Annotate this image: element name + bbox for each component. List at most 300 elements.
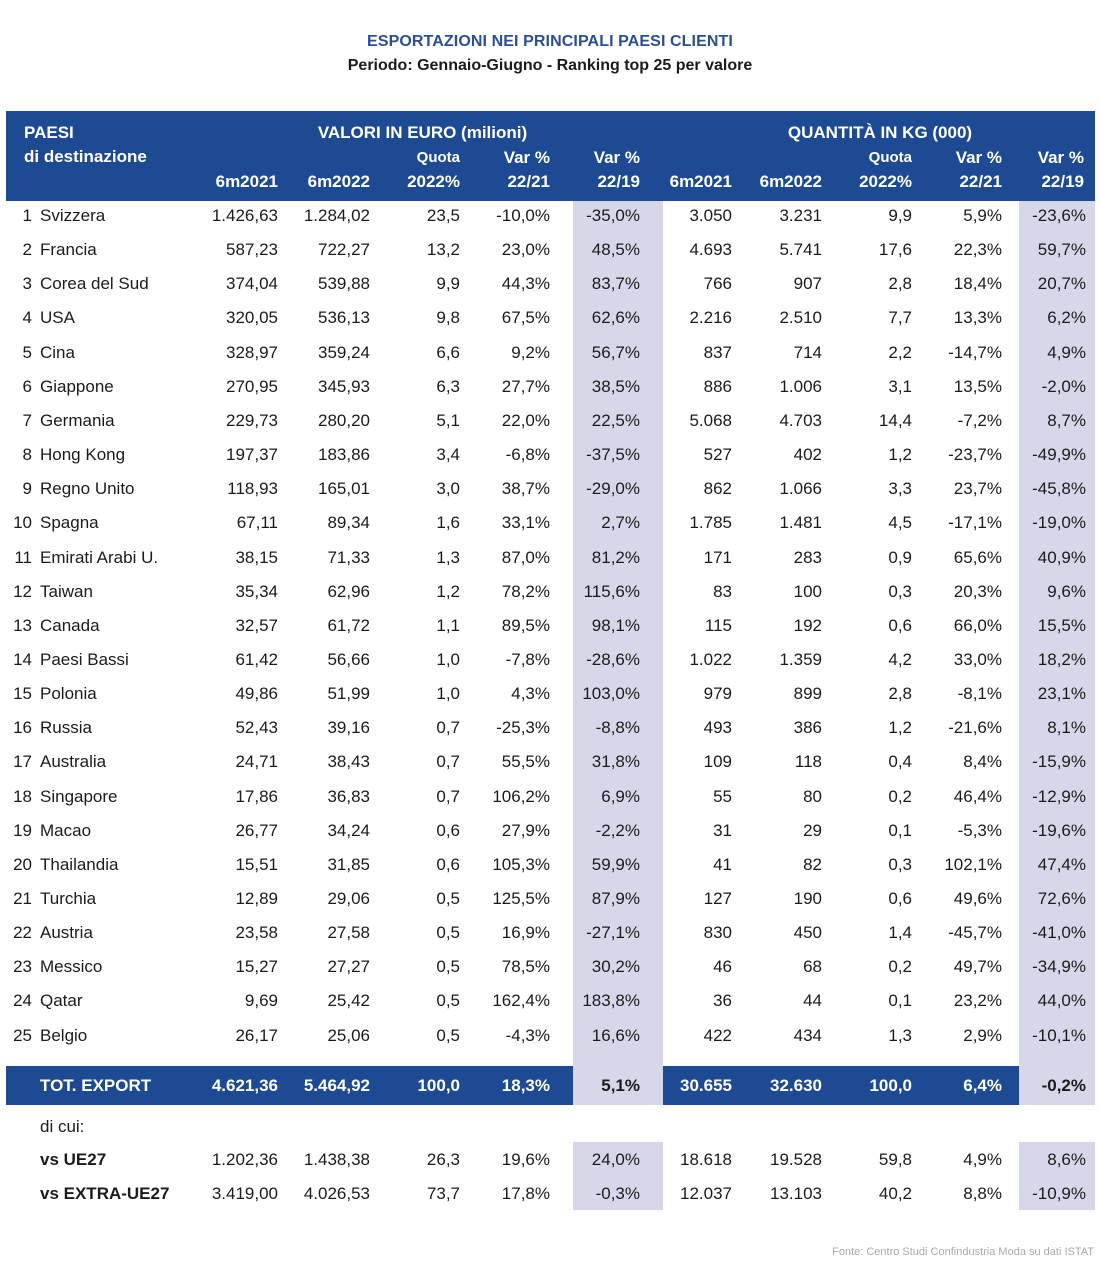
cell-q-quota: 0,1 [888,991,912,1011]
cell-v-quota: 26,3 [426,1150,460,1169]
cell-q-6m2021: 12.037 [680,1184,732,1203]
cell-q-6m2021: 18.618 [680,1150,732,1169]
cell-v-quota: 1,3 [436,547,460,567]
cell-q-var2219: -41,0% [1032,923,1086,943]
cell-q-var2219: -10,9% [1032,1184,1086,1203]
cell-q-var2219: 47,4% [1037,854,1086,874]
cell-v-var2221: 16,9% [501,923,550,943]
cell-q-6m2022: 899 [793,684,822,704]
cell-v-6m2022: 4.026,53 [303,1184,370,1203]
cell-q-quota: 0,3 [888,854,912,874]
cell-rank: 5 [22,342,32,362]
cell-q-var2219: 9,6% [1047,581,1086,601]
cell-q-6m2022: 68 [803,957,822,977]
cell-q-6m2022: 29 [803,820,822,840]
cell-v-var2221: 67,5% [501,308,550,328]
cell-q-var2221: 8,8% [963,1184,1002,1203]
cell-v-var2219: 22,5% [591,410,640,430]
cell-q-var2221: 46,4% [953,786,1002,806]
table-row [0,950,1100,984]
cell-country: TOT. EXPORT [40,1076,152,1095]
cell-rank: 21 [13,889,32,908]
cell-v-6m2022: 165,01 [318,479,370,499]
cell-v-quota: 13,2 [426,240,460,260]
cell-rank: 6 [22,376,32,396]
cell-v-var2219: 48,5% [591,240,640,260]
cell-q-6m2022: 19.528 [770,1150,822,1169]
cell-q-var2219: -0,2% [1041,1076,1086,1095]
total-row-cells [0,1069,1100,1103]
cell-v-var2221: 27,7% [501,376,550,396]
cell-v-var2219: -35,0% [586,206,640,225]
cell-rank: 16 [13,718,32,738]
cell-q-var2219: -15,9% [1032,752,1086,772]
cell-q-6m2021: 46 [713,957,732,977]
cell-q-6m2021: 3.050 [689,206,732,225]
table-row [0,301,1100,335]
cell-v-6m2021: 320,05 [226,308,278,328]
cell-q-var2221: -23,7% [948,445,1002,465]
cell-q-quota: 3,3 [888,479,912,499]
cell-v-6m2021: 587,23 [226,240,278,260]
cell-q-6m2021: 4.693 [689,240,732,260]
cell-v-6m2021: 229,73 [226,410,278,430]
cell-v-6m2022: 25,06 [327,1025,370,1045]
cell-rank: 8 [22,445,32,465]
cell-rank: 15 [13,684,32,704]
cell-q-var2221: 4,9% [963,1150,1002,1169]
cell-q-var2219: 15,5% [1037,615,1086,635]
header-v-6m2022: 6m2022 [307,172,370,191]
cell-q-var2221: -8,1% [957,684,1002,704]
cell-q-quota: 40,2 [878,1184,912,1203]
dicui-label: di cui: [40,1117,85,1136]
cell-q-6m2021: 886 [703,376,732,396]
cell-v-6m2021: 1.426,63 [211,206,278,225]
cell-q-var2219: -23,6% [1032,206,1086,225]
cell-country: Emirati Arabi U. [40,547,159,567]
cell-q-6m2021: 422 [703,1025,732,1045]
cell-country: Australia [40,752,107,772]
cell-q-quota: 0,1 [888,820,912,840]
cell-q-var2221: 8,4% [963,752,1002,772]
header-q-6m2022: 6m2022 [759,172,822,191]
cell-v-var2219: 83,7% [591,274,640,294]
cell-v-6m2022: 536,13 [318,308,370,328]
cell-v-var2221: 22,0% [501,410,550,430]
cell-v-var2219: 6,9% [601,786,640,806]
cell-v-6m2021: 9,69 [244,991,278,1011]
cell-q-6m2021: 109 [703,752,732,772]
cell-v-6m2022: 5.464,92 [303,1076,370,1095]
cell-country: Belgio [40,1025,88,1045]
cell-q-6m2021: 837 [703,342,732,362]
cell-v-6m2022: 1.438,38 [303,1150,370,1169]
cell-v-quota: 0,6 [436,854,460,874]
cell-q-var2221: 13,5% [953,376,1002,396]
cell-q-6m2022: 1.359 [779,649,822,669]
cell-v-6m2022: 62,96 [327,581,370,601]
table-row [0,575,1100,609]
cell-q-quota: 0,3 [888,581,912,601]
cell-v-6m2022: 25,42 [327,991,370,1011]
header-v-var2221-bottom: 22/21 [507,172,550,191]
cell-v-quota: 0,5 [436,957,460,977]
cell-q-var2219: -34,9% [1032,957,1086,977]
cell-v-6m2022: 345,93 [318,376,370,396]
cell-v-var2219: 183,8% [582,991,640,1011]
cell-v-var2219: -8,8% [595,718,640,738]
cell-q-6m2022: 450 [793,923,822,943]
cell-q-6m2022: 714 [793,342,822,362]
cell-v-6m2022: 359,24 [318,342,370,362]
page-subtitle: Periodo: Gennaio-Giugno - Ranking top 25 per valore [347,57,753,74]
cell-v-6m2022: 280,20 [318,410,370,430]
page-title: ESPORTAZIONI NEI PRINCIPALI PAESI CLIENTI [367,33,733,50]
cell-v-var2221: 78,5% [501,957,550,977]
cell-v-6m2021: 15,51 [235,854,278,874]
header-v-var2219-top: Var % [593,148,640,167]
cell-v-var2219: 24,0% [591,1150,640,1169]
cell-v-quota: 0,5 [436,1025,460,1045]
table-row [0,541,1100,575]
cell-v-quota: 0,5 [436,889,460,908]
cell-q-quota: 0,6 [888,615,912,635]
cell-v-var2221: 55,5% [501,752,550,772]
cell-q-var2221: 22,3% [953,240,1002,260]
cell-rank: 1 [22,206,32,225]
header-destinazione: di destinazione [24,147,147,166]
cell-v-var2221: 33,1% [501,513,550,533]
header-q-var2219-top: Var % [1037,148,1084,167]
cell-q-6m2022: 32.630 [770,1076,822,1095]
cell-v-quota: 3,4 [436,445,460,465]
cell-v-6m2021: 26,77 [235,820,278,840]
cell-v-quota: 0,6 [436,820,460,840]
cell-q-quota: 7,7 [888,308,912,328]
cell-v-6m2022: 539,88 [318,274,370,294]
cell-v-quota: 23,5 [426,206,460,225]
cell-v-var2219: -29,0% [586,479,640,499]
cell-v-6m2022: 31,85 [327,854,370,874]
cell-country: Austria [40,923,93,943]
cell-q-var2219: 59,7% [1037,240,1086,260]
cell-v-var2221: 125,5% [492,889,550,908]
cell-q-quota: 0,9 [888,547,912,567]
table-row [0,472,1100,506]
cell-rank: 24 [13,991,32,1011]
cell-v-var2219: 103,0% [582,684,640,704]
cell-v-var2219: -37,5% [586,445,640,465]
cell-q-var2221: 65,6% [953,547,1002,567]
cell-v-6m2021: 4.621,36 [211,1076,278,1095]
cell-q-6m2021: 30.655 [680,1076,732,1095]
cell-q-6m2021: 31 [713,820,732,840]
cell-rank: 18 [13,786,32,806]
cell-v-6m2021: 374,04 [226,274,278,294]
cell-rank: 4 [22,308,32,328]
cell-q-var2221: 66,0% [953,615,1002,635]
cell-q-var2219: 44,0% [1037,991,1086,1011]
cell-v-var2221: 106,2% [492,786,550,806]
table-row [0,267,1100,301]
cell-rank: 17 [13,752,32,772]
table-row [0,677,1100,711]
cell-country: Turchia [40,889,97,908]
cell-rank: 25 [13,1025,32,1045]
cell-rank: 3 [22,274,32,294]
header-v-6m2021: 6m2021 [215,172,278,191]
cell-q-6m2022: 386 [793,718,822,738]
cell-q-var2221: 20,3% [953,581,1002,601]
cell-q-6m2022: 80 [803,786,822,806]
cell-v-quota: 0,7 [436,786,460,806]
cell-q-6m2022: 1.066 [779,479,822,499]
cell-q-6m2022: 82 [803,854,822,874]
cell-v-var2219: 87,9% [591,889,640,908]
cell-q-var2219: -10,1% [1032,1025,1086,1045]
cell-q-6m2021: 127 [703,889,732,908]
cell-q-6m2021: 493 [703,718,732,738]
table-row [0,336,1100,370]
cell-q-6m2022: 1.481 [779,513,822,533]
header-q-var2221-bottom: 22/21 [959,172,1002,191]
cell-q-quota: 4,2 [888,649,912,669]
cell-v-var2221: 105,3% [492,854,550,874]
cell-v-var2221: 4,3% [511,684,550,704]
cell-rank: 10 [13,513,32,533]
cell-q-6m2022: 44 [803,991,822,1011]
header-q-quota-bottom: 2022% [859,172,912,191]
cell-v-var2219: 56,7% [591,342,640,362]
cell-v-var2219: 16,6% [591,1025,640,1045]
cell-rank: 12 [13,581,32,601]
cell-v-var2221: 18,3% [501,1076,550,1095]
cell-country: vs EXTRA-UE27 [40,1184,170,1203]
cell-country: Corea del Sud [40,274,149,294]
cell-v-6m2022: 29,06 [327,889,370,908]
cell-q-6m2021: 1.785 [689,513,732,533]
cell-v-6m2021: 35,34 [235,581,278,601]
cell-q-6m2022: 907 [793,274,822,294]
cell-q-6m2021: 862 [703,479,732,499]
cell-v-6m2021: 197,37 [226,445,278,465]
cell-q-var2219: -19,0% [1032,513,1086,533]
header-v-quota-top: Quota [416,149,460,166]
table-row [0,643,1100,677]
cell-v-var2219: -28,6% [586,649,640,669]
cell-v-var2221: 19,6% [501,1150,550,1169]
header-q-var2219-bottom: 22/19 [1041,172,1084,191]
table-row [0,916,1100,950]
cell-v-var2221: 27,9% [501,820,550,840]
cell-v-var2219: 5,1% [601,1076,640,1095]
cell-q-quota: 2,2 [888,342,912,362]
header-q-var2221-top: Var % [955,148,1002,167]
cell-q-var2219: 8,1% [1047,718,1086,738]
cell-v-var2221: -6,8% [505,445,550,465]
cell-v-var2219: -0,3% [595,1184,640,1203]
cell-q-quota: 1,3 [888,1025,912,1045]
cell-v-6m2022: 183,86 [318,445,370,465]
header-q-quota-top: Quota [868,149,912,166]
cell-v-var2221: 23,0% [501,240,550,260]
cell-country: Taiwan [40,581,93,601]
cell-v-var2221: 162,4% [492,991,550,1011]
table-row [0,506,1100,540]
cell-v-var2219: 115,6% [583,581,640,601]
cell-v-quota: 1,2 [436,581,460,601]
table-row [0,370,1100,404]
cell-v-6m2021: 270,95 [226,376,278,396]
cell-v-6m2021: 38,15 [235,547,278,567]
cell-v-quota: 6,6 [436,342,460,362]
cell-rank: 14 [13,649,32,669]
cell-q-var2219: 6,2% [1047,308,1086,328]
cell-rank: 7 [22,410,32,430]
header-valori-group: VALORI IN EURO (milioni) [317,123,528,142]
cell-v-6m2021: 1.202,36 [211,1150,278,1169]
cell-v-var2221: 9,2% [511,342,550,362]
cell-country: Macao [40,820,92,840]
cell-q-var2221: -21,6% [948,718,1002,738]
table-row [0,745,1100,779]
table-row [0,438,1100,472]
cell-rank: 20 [13,854,32,874]
cell-v-6m2021: 3.419,00 [211,1184,278,1203]
cell-q-var2221: 49,7% [953,957,1002,977]
cell-q-6m2022: 402 [793,445,822,465]
cell-q-6m2022: 190 [793,889,822,908]
cell-v-var2221: 44,3% [501,274,550,294]
cell-v-6m2022: 38,43 [327,752,370,772]
cell-v-6m2021: 17,86 [235,786,278,806]
header-v-var2221-top: Var % [503,148,550,167]
cell-v-quota: 3,0 [436,479,460,499]
header-v-var2219-bottom: 22/19 [597,172,640,191]
cell-q-var2221: 102,1% [944,854,1002,874]
cell-v-6m2021: 118,93 [227,479,278,499]
header-quantita-group: QUANTITÀ IN KG (000) [787,123,973,142]
cell-v-var2219: 62,6% [591,308,640,328]
table-row [0,848,1100,882]
cell-q-6m2021: 830 [703,923,732,943]
table-row [0,814,1100,848]
cell-v-var2219: 81,2% [591,547,640,567]
cell-q-quota: 1,2 [888,718,912,738]
cell-v-quota: 0,5 [436,991,460,1011]
cell-q-var2221: 33,0% [953,649,1002,669]
cell-q-var2221: -17,1% [948,513,1002,533]
cell-v-6m2022: 27,58 [327,923,370,943]
cell-rank: 9 [22,479,32,499]
cell-q-6m2022: 3.231 [779,206,822,225]
cell-v-quota: 0,7 [436,718,460,738]
cell-q-6m2022: 283 [793,547,822,567]
cell-country: Francia [40,240,97,260]
cell-v-6m2021: 23,58 [235,923,278,943]
cell-q-quota: 0,2 [888,957,912,977]
cell-q-quota: 9,9 [888,206,912,225]
cell-country: Regno Unito [40,479,135,499]
cell-rank: 19 [13,820,32,840]
cell-q-6m2022: 118 [794,752,822,772]
cell-q-6m2021: 55 [713,786,732,806]
cell-v-quota: 1,6 [436,513,460,533]
cell-v-var2221: 17,8% [501,1184,550,1203]
cell-q-quota: 2,8 [888,684,912,704]
cell-q-quota: 0,4 [888,752,912,772]
cell-q-var2221: 23,7% [953,479,1002,499]
cell-v-6m2022: 722,27 [318,240,370,260]
cell-q-var2221: 2,9% [963,1025,1002,1045]
cell-q-quota: 1,4 [888,923,912,943]
cell-q-quota: 0,2 [888,786,912,806]
cell-q-var2219: 23,1% [1037,684,1086,704]
cell-q-var2221: 23,2% [953,991,1002,1011]
source-footer: Fonte: Centro Studi Confindustria Moda su dati ISTAT [832,1246,1094,1258]
cell-q-6m2021: 979 [703,684,732,704]
cell-country: USA [40,308,75,328]
cell-v-6m2021: 52,43 [235,718,278,738]
cell-rank: 23 [13,957,32,977]
cell-v-6m2022: 61,72 [327,615,370,635]
cell-q-6m2021: 766 [703,274,732,294]
cell-v-var2221: 38,7% [501,479,550,499]
cell-v-6m2021: 15,27 [235,957,278,977]
cell-q-var2221: 49,6% [953,889,1002,908]
cell-q-6m2022: 4.703 [779,410,822,430]
cell-q-6m2021: 527 [703,445,732,465]
cell-v-6m2021: 12,89 [235,889,278,908]
cell-v-var2221: 78,2% [501,581,550,601]
cell-q-6m2021: 2.216 [689,308,732,328]
cell-v-6m2022: 1.284,02 [303,206,370,225]
cell-v-quota: 1,1 [436,615,460,635]
cell-q-6m2022: 2.510 [779,308,822,328]
cell-country: Hong Kong [40,445,126,465]
cell-v-6m2022: 34,24 [327,820,370,840]
cell-q-quota: 3,1 [888,376,912,396]
cell-q-6m2022: 5.741 [779,240,822,260]
cell-v-quota: 100,0 [417,1076,460,1095]
cell-q-var2219: 72,6% [1037,889,1086,908]
cell-v-quota: 1,0 [436,684,460,704]
table-row [0,984,1100,1018]
cell-q-var2219: -49,9% [1032,445,1086,465]
cell-v-quota: 5,1 [436,410,460,430]
header-q-6m2021: 6m2021 [669,172,732,191]
cell-v-quota: 9,9 [436,274,460,294]
cell-q-var2221: -45,7% [948,923,1002,943]
cell-country: Germania [40,410,115,430]
cell-rank: 13 [13,615,32,635]
cell-q-var2219: 4,9% [1047,342,1086,362]
table-row [0,1019,1100,1053]
cell-v-var2219: -2,2% [595,820,640,840]
cell-q-6m2021: 5.068 [689,410,732,430]
cell-country: Polonia [40,684,97,704]
sub-row [0,1143,1100,1177]
cell-q-6m2021: 36 [713,991,732,1011]
cell-q-var2221: 6,4% [963,1076,1002,1095]
sub-row [0,1177,1100,1211]
cell-q-6m2022: 434 [793,1025,822,1045]
cell-v-var2219: 38,5% [591,376,640,396]
cell-country: Thailandia [40,854,119,874]
cell-rank: 11 [14,547,32,567]
cell-q-quota: 2,8 [888,274,912,294]
